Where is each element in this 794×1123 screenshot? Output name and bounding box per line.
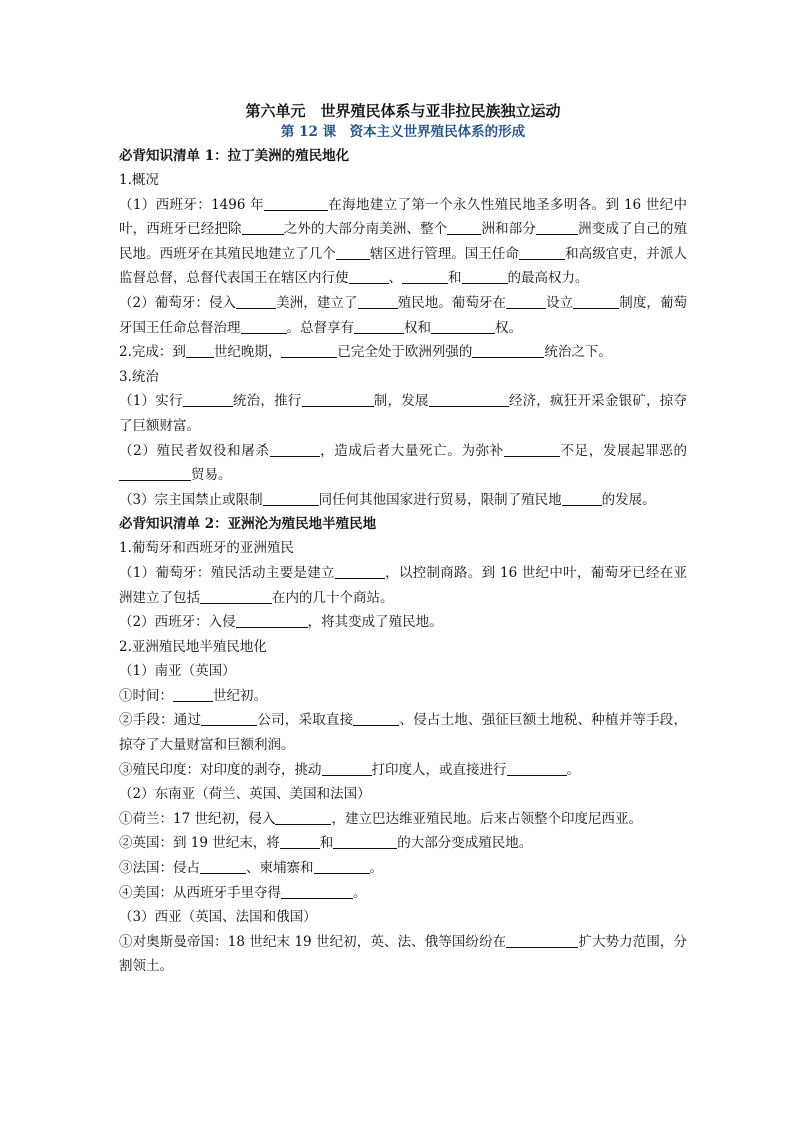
blank[interactable] — [358, 294, 398, 309]
blank[interactable] — [349, 269, 389, 284]
section-title: 1.葡萄牙和西班牙的亚洲殖民 — [119, 540, 294, 557]
southeast-asia-britain: ②英国：到 19 世纪末，将 和 的大部分变成殖民地。 — [119, 835, 533, 852]
south-asia-means: ②手段：通过 公司，采取直接 、侵占土地、强征巨额土地税、种植并等手段，掠夺了大量财富和巨额利润。 — [119, 712, 688, 754]
blank[interactable] — [402, 269, 448, 284]
blank[interactable] — [200, 859, 246, 874]
blank[interactable] — [322, 761, 372, 776]
unit-title: 第六单元 世界殖民体系与亚非拉民族独立运动 — [245, 102, 561, 120]
blank[interactable] — [186, 343, 214, 358]
paragraph-rule-1: （1）实行 统治，推行 制，发展 经济，疯狂开采金银矿，掠夺了巨额财富。 — [119, 393, 688, 434]
south-asia-india: ③殖民印度：对印度的剥夺，挑动 打印度人，或直接进行 。 — [119, 761, 580, 778]
blank[interactable] — [447, 220, 481, 235]
blank[interactable] — [275, 810, 331, 825]
blank[interactable] — [462, 269, 508, 284]
blank[interactable] — [519, 245, 565, 260]
blank[interactable] — [264, 196, 328, 211]
blank[interactable] — [472, 343, 544, 358]
southeast-asia-usa: ④美国：从西班牙手里夺得 。 — [119, 884, 367, 901]
blank[interactable] — [314, 859, 370, 874]
blank[interactable] — [335, 564, 385, 579]
paragraph-portugal: （2）葡萄牙：侵入 美洲，建立了 殖民地。葡萄牙在 设立 制度，葡萄牙国王任命总督治理 。总督享有 权和 权。 — [119, 294, 688, 336]
section-title: 3.统治 — [119, 368, 159, 385]
blank[interactable] — [270, 442, 320, 457]
blank[interactable] — [242, 220, 284, 235]
subsection-title: （2）东南亚（荷兰、英国、美国和法国） — [119, 786, 371, 803]
section-title: 2.亚洲殖民地半殖民地化 — [119, 638, 267, 655]
west-asia-ottoman: ①对奥斯曼帝国：18 世纪末 19 世纪初，英、法、俄等国纷纷在 扩大势力范围，分割领土。 — [119, 933, 688, 975]
blank[interactable] — [280, 834, 320, 849]
blank[interactable] — [281, 343, 337, 358]
paragraph-asia-spain: （2）西班牙：入侵 ，将其变成了殖民地。 — [119, 614, 443, 631]
blank[interactable] — [562, 491, 602, 506]
section-title: 1.概况 — [119, 172, 159, 188]
blank[interactable] — [173, 687, 213, 702]
paragraph-completion: 2.完成：到 世纪晚期， 已完全处于欧洲列强的 统治之下。 — [119, 344, 612, 361]
paragraph-rule-3: （3）宗主国禁止或限制 同任何其他国家进行贸易，限制了殖民地 的发展。 — [119, 491, 656, 508]
blank[interactable] — [504, 442, 560, 457]
south-asia-time: ①时间： 世纪初。 — [119, 687, 267, 704]
blank[interactable] — [573, 294, 619, 309]
paragraph-rule-2: （2）殖民者奴役和屠杀 ，造成后者大量死亡。为弥补 不足，发展起罪恶的贸易。 — [119, 442, 688, 484]
blank[interactable] — [429, 392, 509, 407]
subsection-title: （1）南亚（英国） — [119, 663, 236, 680]
blank[interactable] — [281, 884, 353, 899]
list2-heading: 必背知识清单 2：亚洲沦为殖民地半殖民地 — [119, 516, 377, 533]
blank[interactable] — [353, 711, 399, 726]
blank[interactable] — [536, 220, 578, 235]
paragraph-asia-portugal: （1）葡萄牙：殖民活动主要是建立 ，以控制商路。到 16 世纪中叶，葡萄牙已经在亚洲建立了包括 在内的几十个商站。 — [119, 564, 687, 606]
blank[interactable] — [236, 294, 276, 309]
subsection-title: （3）西亚（英国、法国和俄国） — [119, 909, 317, 926]
blank[interactable] — [241, 319, 287, 334]
blank[interactable] — [506, 933, 578, 948]
blank[interactable] — [200, 589, 272, 604]
worksheet — [119, 100, 687, 979]
blank[interactable] — [507, 761, 567, 776]
blank[interactable] — [302, 392, 374, 407]
list1-heading: 必背知识清单 1：拉丁美洲的殖民地化 — [119, 148, 350, 164]
blank[interactable] — [431, 319, 495, 334]
blank[interactable] — [333, 834, 397, 849]
lesson-title: 第 12 课 资本主义世界殖民体系的形成 — [280, 124, 526, 140]
blank[interactable] — [336, 245, 370, 260]
paragraph-spain: （1）西班牙：1496 年 在海地建立了第一个永久性殖民地圣多明各。到 16 世纪中叶，西班牙已经把除 之外的大部分南美洲、整个 洲和部分 洲变成了自己的殖民地。西班牙在其殖民地建立了几个 辖区进行管理。国王任命 和高级官吏，并派人监督总督，总督代表国王在辖区内行使 、 和 的最高权力。 — [119, 196, 688, 287]
blank[interactable] — [201, 711, 257, 726]
southeast-asia-netherlands: ①荷兰：17 世纪初，侵入 ，建立巴达维亚殖民地。后来占领整个印度尼西亚。 — [119, 810, 642, 827]
blank[interactable] — [119, 466, 191, 481]
blank[interactable] — [236, 613, 308, 628]
southeast-asia-france: ③法国：侵占 、柬埔寨和 。 — [119, 860, 383, 877]
blank[interactable] — [263, 491, 319, 506]
blank[interactable] — [506, 294, 546, 309]
blank[interactable] — [354, 319, 404, 334]
blank[interactable] — [183, 392, 233, 407]
